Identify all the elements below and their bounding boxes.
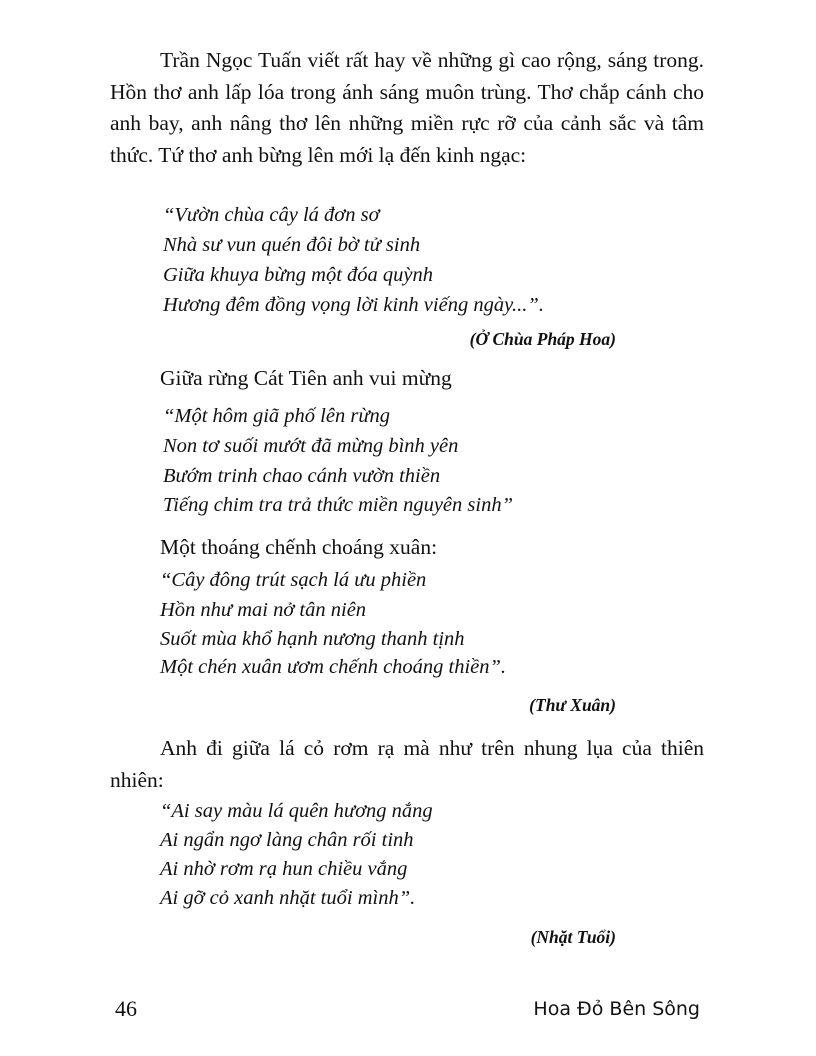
- poem1-source: (Ở Chùa Pháp Hoa): [469, 329, 616, 349]
- poem4-line-3: Ai nhờ rơm rạ hun chiều vắng: [160, 858, 408, 880]
- poem2-line-4: Tiếng chim tra trả thức miền nguyên sinh”: [163, 494, 513, 516]
- poem4-line-4: Ai gỡ cỏ xanh nhặt tuổi mình”.: [160, 887, 416, 909]
- poem4-line-1: “Ai say màu lá quên hương nắng: [160, 800, 433, 822]
- poem3-line-3: Suốt mùa khổ hạnh nương thanh tịnh: [160, 628, 465, 650]
- running-footer-title: Hoa Đỏ Bên Sông: [533, 998, 700, 1020]
- page-number: 46: [115, 996, 137, 1021]
- poem3-source: (Thư Xuân): [529, 695, 616, 715]
- poem1-line-1: “Vườn chùa cây lá đơn sơ: [163, 204, 380, 226]
- paragraph-nature: Anh đi giữa lá cỏ rơm rạ mà như trên nhung lụa của thiên nhiên:: [110, 736, 704, 792]
- poem3-line-1: “Cây đông trút sạch lá ưu phiền: [160, 569, 427, 591]
- poem1-line-4: Hương đêm đồng vọng lời kinh viếng ngày...”.: [163, 294, 544, 316]
- poem2-line-2: Non tơ suối mướt đã mừng bình yên: [163, 435, 459, 457]
- poem3-line-2: Hồn như mai nở tân niên: [160, 599, 367, 621]
- poem3-line-4: Một chén xuân ươm chếnh choáng thiền”.: [160, 656, 507, 678]
- paragraph-intro: Trần Ngọc Tuấn viết rất hay về những gì cao rộng, sáng trong. Hồn thơ anh lấp lóa trong ánh sáng muôn trùng. Thơ chắp cánh cho anh bay, anh nâng thơ lên những miền rực rỡ của cảnh sắc và tâm thức. Tứ thơ anh bừng lên mới lạ đến kinh ngạc:: [110, 48, 704, 167]
- intro-xuan: Một thoáng chếnh choáng xuân:: [160, 535, 438, 559]
- poem1-line-3: Giữa khuya bừng một đóa quỳnh: [163, 264, 434, 286]
- poem4-source: (Nhặt Tuổi): [530, 927, 616, 947]
- poem1-line-2: Nhà sư vun quén đôi bờ tử sinh: [163, 234, 421, 256]
- poem2-line-3: Bướm trinh chao cánh vườn thiền: [163, 465, 441, 487]
- intro-cat-tien: Giữa rừng Cát Tiên anh vui mừng: [160, 366, 452, 390]
- poem4-line-2: Ai ngẩn ngơ làng chân rối tinh: [160, 829, 414, 851]
- poem2-line-1: “Một hôm giã phố lên rừng: [163, 405, 391, 427]
